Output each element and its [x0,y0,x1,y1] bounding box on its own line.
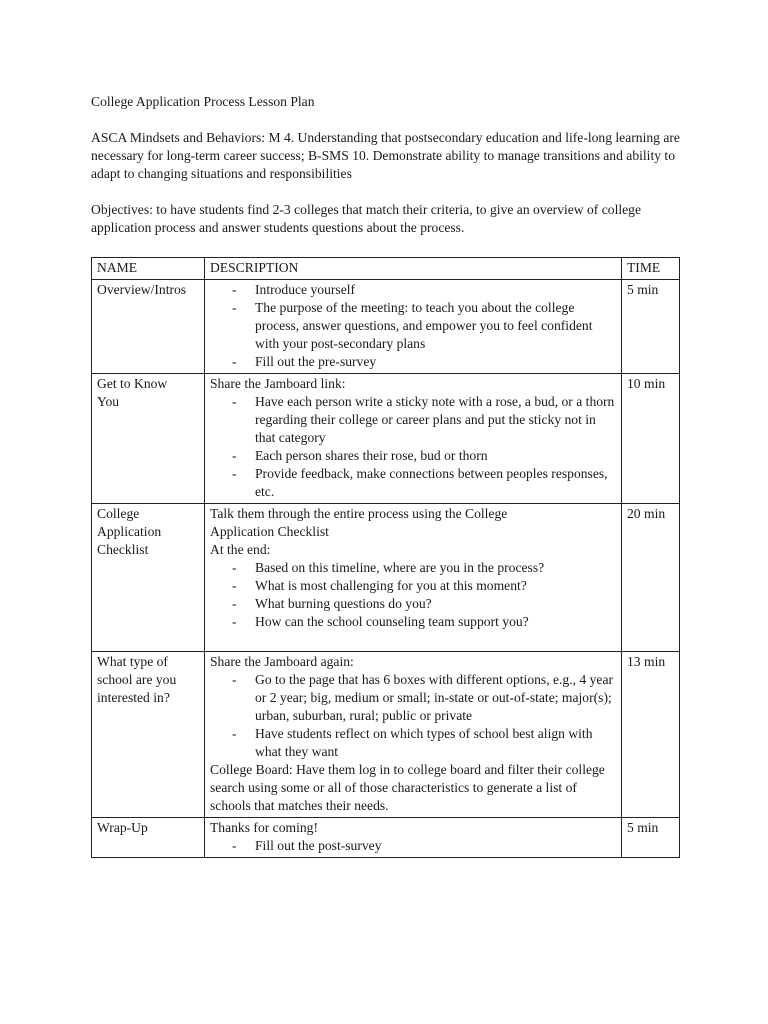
row-description [205,504,622,652]
table-row [92,652,680,818]
table-row [92,374,680,504]
row-time: 10 min [622,374,680,504]
list-item: - Each person shares their rose, bud or thorn [232,447,616,465]
bullet-list [210,837,616,855]
row-name: Wrap-Up [92,818,205,858]
list-item: - Go to the page that has 6 boxes with different options, e.g., 4 year or 2 year; big, medium or small; in-state or out-of-state; major(s); urban, suburban, rural; public or private [232,671,616,725]
row-name: Get to Know You [92,374,205,504]
bullet-list [210,393,616,501]
list-item: - What is most challenging for you at this moment? [232,577,616,595]
table-row [92,280,680,374]
list-item: - Introduce yourself [232,281,616,299]
list-item: - What burning questions do you? [232,595,616,613]
row-time: 5 min [622,280,680,374]
bullet-list [210,671,616,761]
row-description [205,280,622,374]
header-description: DESCRIPTION [205,258,622,280]
list-item: - How can the school counseling team support you? [232,613,616,631]
header-time: TIME [622,258,680,280]
row-intro: Share the Jamboard again: [210,654,354,669]
bullet-list [210,281,616,371]
row-description [205,374,622,504]
row-name: Overview/Intros [92,280,205,374]
header-name: NAME [92,258,205,280]
row-intro: Share the Jamboard link: [210,376,346,391]
list-item: - Fill out the post-survey [232,837,616,855]
lesson-plan-page [91,93,681,858]
document-title: College Application Process Lesson Plan [91,94,315,109]
table-header-row [92,258,680,280]
list-item: - Based on this timeline, where are you in the process? [232,559,616,577]
lesson-plan-table [91,257,680,858]
objectives: Objectives: to have students find 2-3 colleges that match their criteria, to give an overview of college application process and answer students questions about the process. [91,202,641,235]
row-intro-2: At the end: [210,542,271,557]
row-time: 13 min [622,652,680,818]
list-item: - Provide feedback, make connections between peoples responses, etc. [232,465,616,501]
row-time: 5 min [622,818,680,858]
row-description [205,652,622,818]
row-name: What type of school are you interested in? [92,652,205,818]
asca-standards: ASCA Mindsets and Behaviors: M 4. Understanding that postsecondary education and life-long learning are necessary for long-term career success; B-SMS 10. Demonstrate ability to manage transitions and ability to adapt to changing situations and responsibilities [91,130,680,181]
row-intro: Talk them through the entire process using the College Application Checklist [210,506,508,539]
table-row [92,818,680,858]
table-row [92,504,680,652]
row-description [205,818,622,858]
row-outro: College Board: Have them log in to college board and filter their college search using some or all of those characteristics to generate a list of schools that matches their needs. [210,762,605,813]
bullet-list [210,559,616,631]
list-item: - Have each person write a sticky note with a rose, a bud, or a thorn regarding their college or career plans and put the sticky not in that category [232,393,616,447]
list-item: - The purpose of the meeting: to teach you about the college process, answer questions, and empower you to feel confident with your post-secondary plans [232,299,616,353]
row-time: 20 min [622,504,680,652]
list-item: - Fill out the pre-survey [232,353,616,371]
row-name: College Application Checklist [92,504,205,652]
row-intro: Thanks for coming! [210,820,318,835]
list-item: - Have students reflect on which types of school best align with what they want [232,725,616,761]
